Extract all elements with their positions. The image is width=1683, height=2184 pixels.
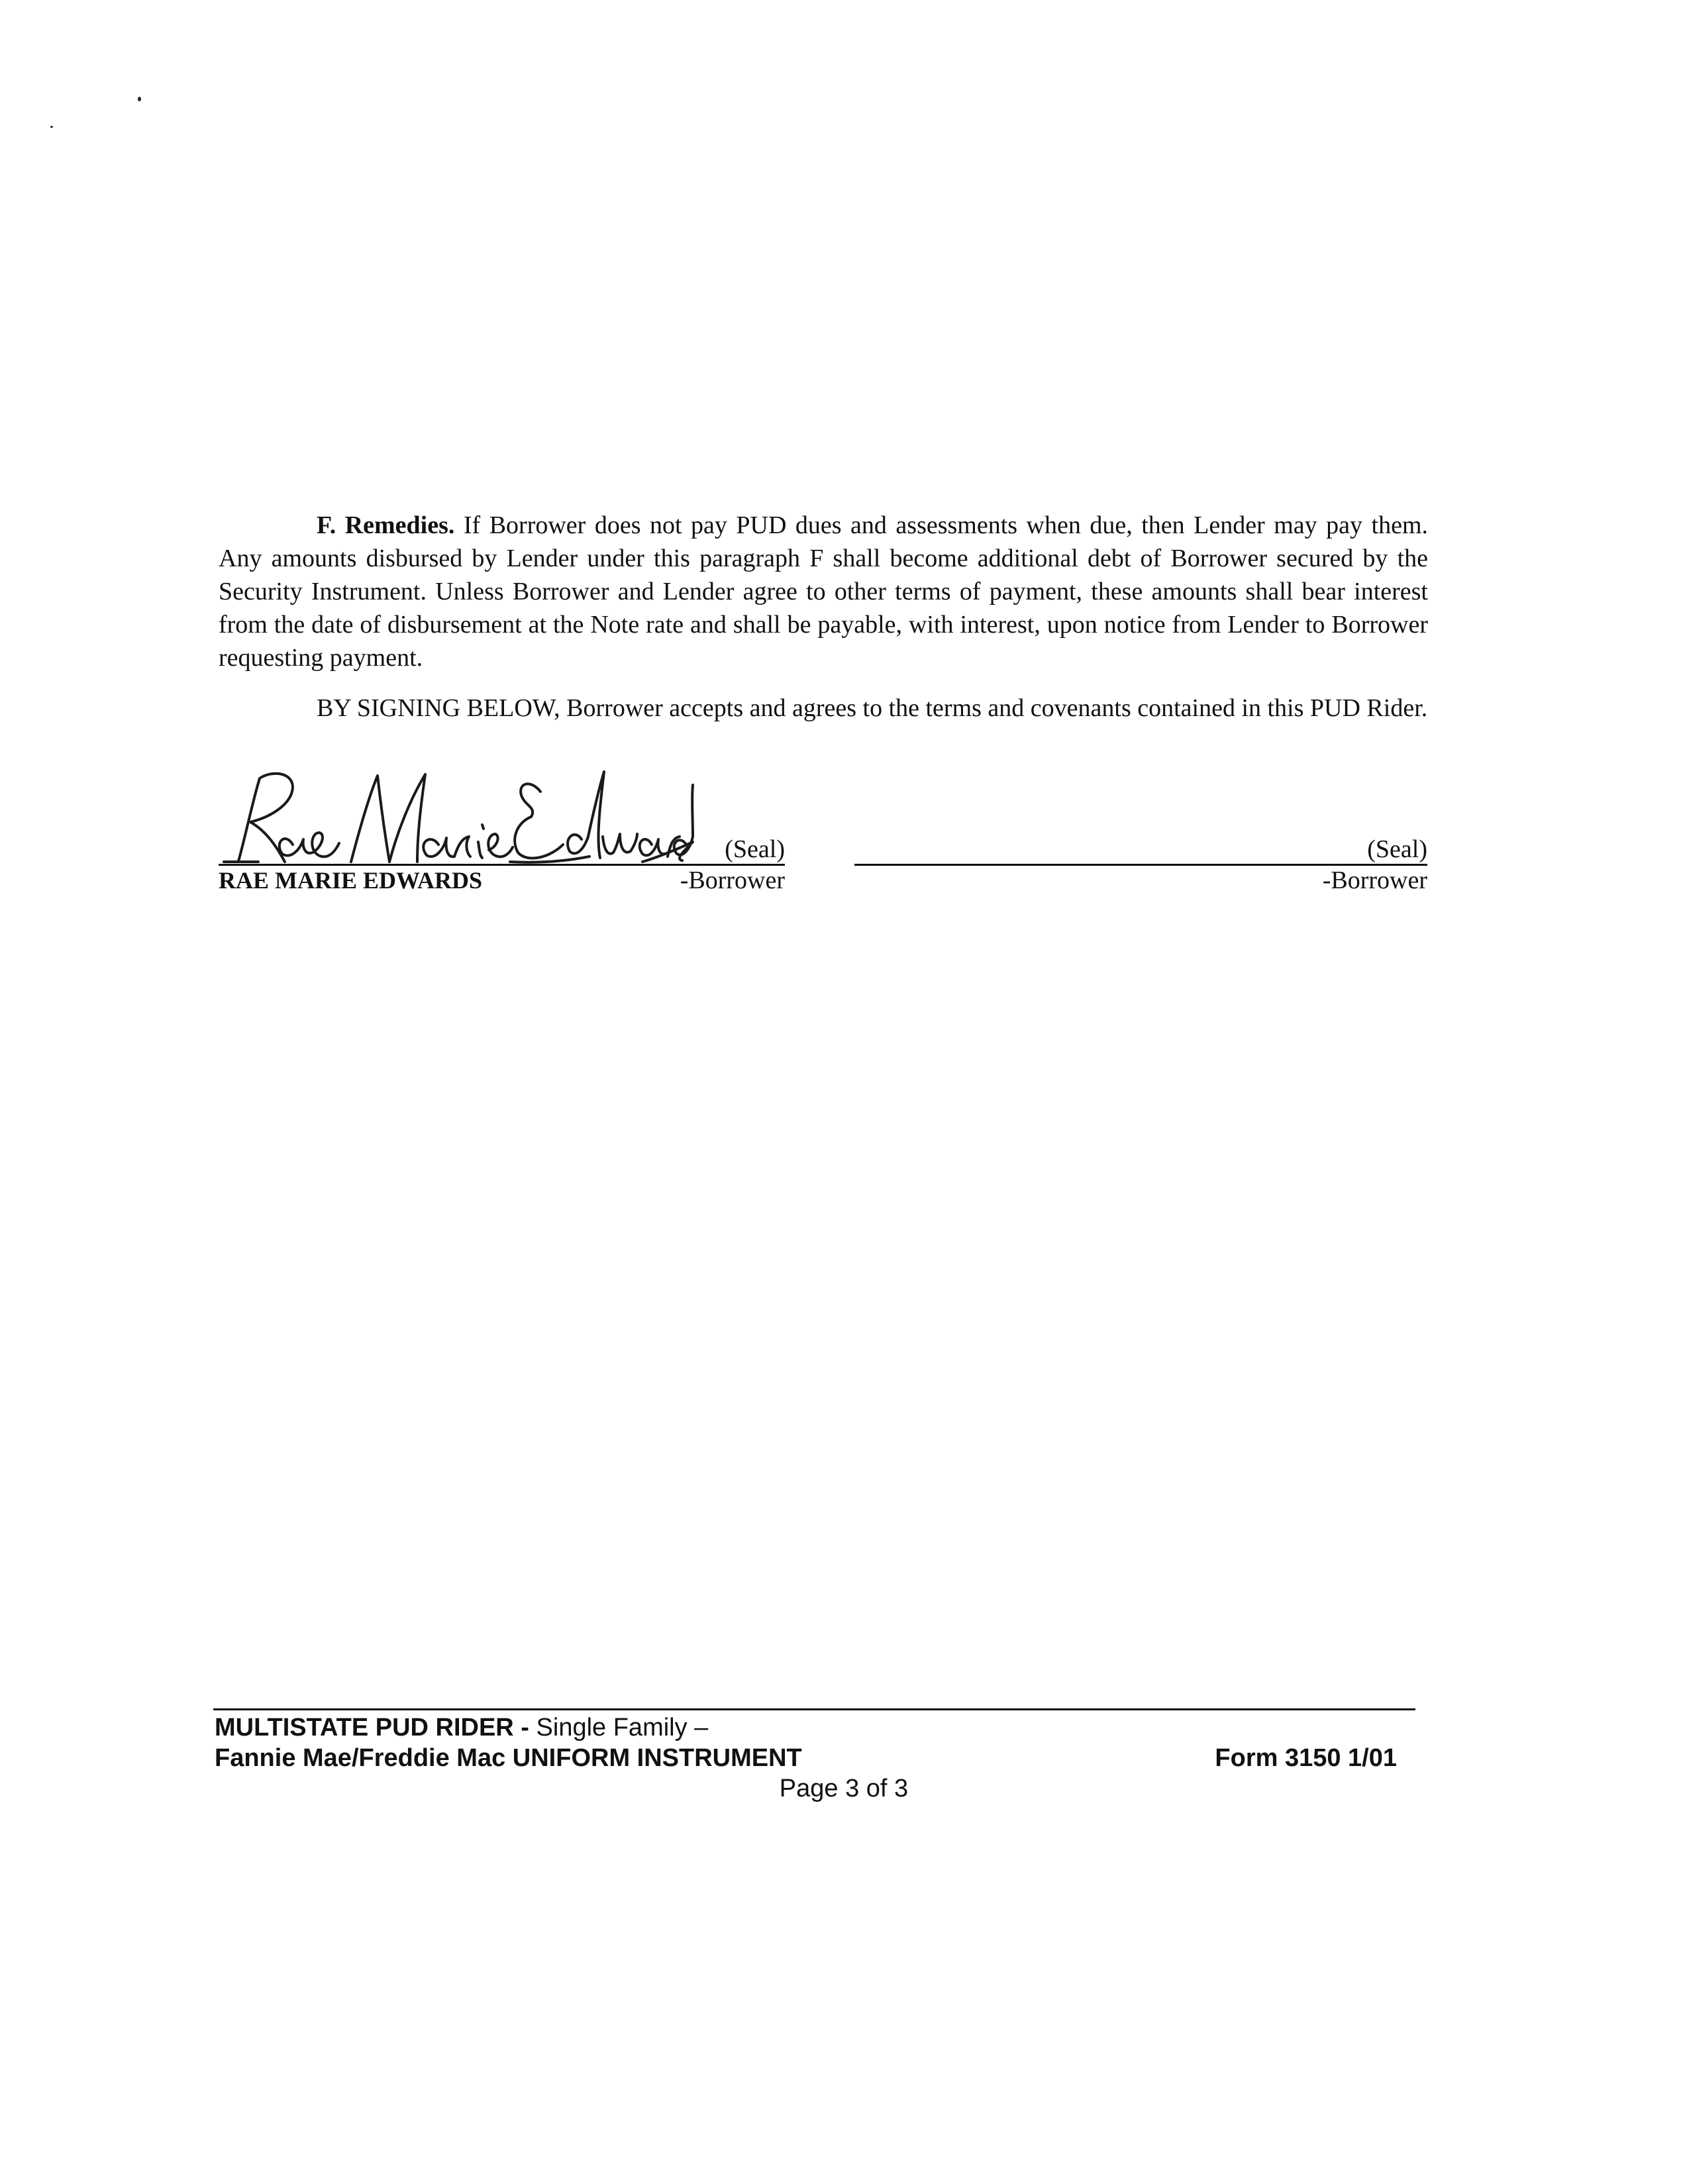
borrower-role-label: -Borrower (680, 866, 785, 894)
remedies-text: If Borrower does not pay PUD dues and assessments when due, then Lender may pay them. Any amounts disbursed by Lender under this paragraph F shall become additional debt of Borrower secured by the Security Instrument. Unless Borrower and Lender agree to other terms of payment, these amounts shall bear interest from the date of disbursement at the Note rate and shall be payable, with interest, upon notice from Lender to Borrower requesting payment. (219, 511, 1429, 672)
form-footer (215, 1712, 1417, 1802)
form-number: Form 3150 1/01 (1215, 1744, 1397, 1772)
acceptance-text: BY SIGNING BELOW, Borrower accepts and agrees to the terms and covenants contained in this PUD Rider. (317, 694, 1428, 722)
footer-title-bold: MULTISTATE PUD RIDER - (215, 1714, 536, 1742)
seal-label: (Seal) (725, 835, 785, 863)
borrower-signature-block-2 (854, 765, 1427, 894)
signature-line (219, 864, 785, 866)
remedies-heading: F. Remedies. (317, 511, 455, 539)
seal-label: (Seal) (1367, 835, 1427, 863)
footer-title-rest: Single Family – (536, 1714, 709, 1742)
remedies-paragraph (219, 509, 1428, 674)
borrower-role-label: -Borrower (1322, 866, 1427, 894)
page-number: Page 3 of 3 (779, 1775, 909, 1802)
footer-divider (213, 1708, 1415, 1710)
scan-speck (50, 126, 53, 128)
borrower-name: RAE MARIE EDWARDS (219, 867, 483, 894)
signature-line (854, 864, 1427, 866)
scan-speck (138, 97, 141, 101)
footer-title (215, 1712, 708, 1743)
borrower-signature-block-1 (219, 765, 785, 894)
footer-instrument: Fannie Mae/Freddie Mac UNIFORM INSTRUMENT (215, 1744, 802, 1772)
acceptance-paragraph (219, 692, 1428, 725)
handwritten-signature (219, 765, 695, 864)
